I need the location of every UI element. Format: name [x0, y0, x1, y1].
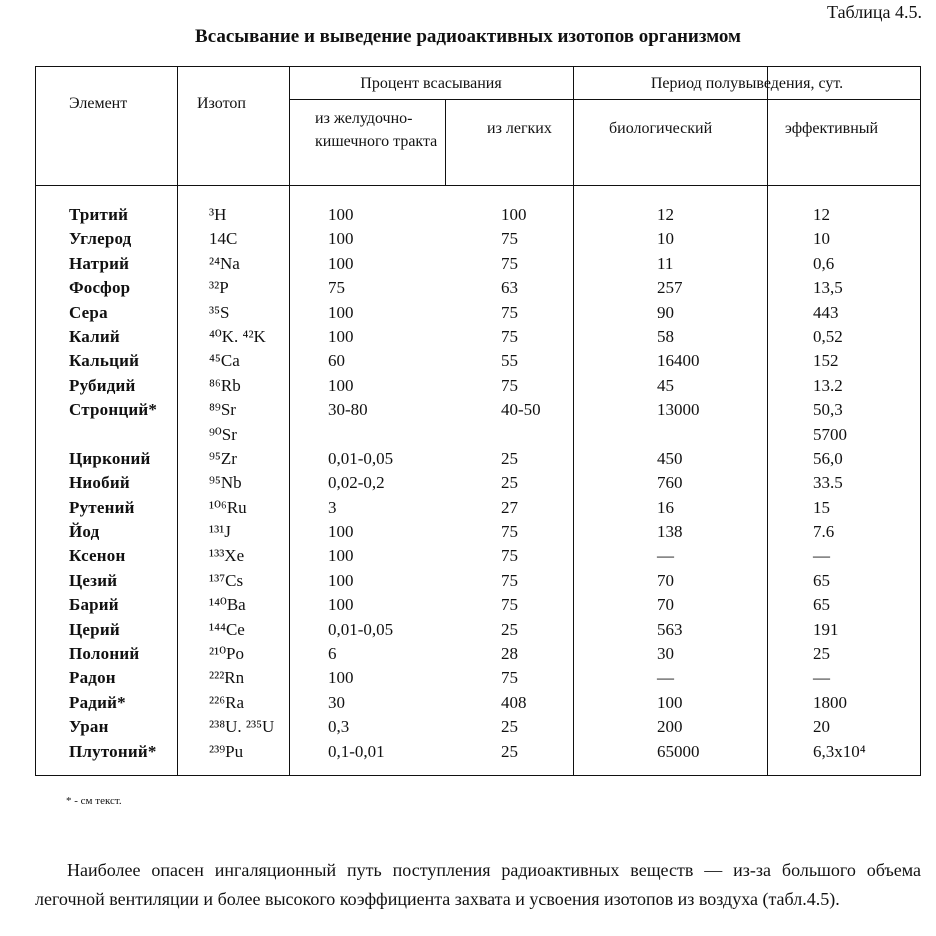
cell-halflife-eff: 191: [813, 619, 839, 639]
cell-element: Кальций: [69, 351, 140, 371]
cell-halflife-eff: 6,3x10⁴: [813, 741, 866, 761]
cell-absorption-lungs: 25: [501, 619, 518, 639]
cell-isotope: ⁸⁶Rb: [209, 375, 241, 395]
header-halflife-group: Период полувыведения, сут.: [650, 75, 844, 92]
cell-halflife-bio: 11: [657, 253, 674, 273]
cell-absorption-git: 0,01-0,05: [328, 619, 394, 639]
cell-absorption-lungs: 28: [501, 644, 518, 664]
cell-absorption-lungs: 55: [501, 351, 518, 371]
cell-halflife-bio: —: [657, 668, 674, 688]
cell-element: Уран: [69, 717, 109, 737]
cell-absorption-git: 100: [328, 229, 354, 249]
header-bottom-line: [35, 185, 921, 186]
cell-halflife-eff: 25: [813, 644, 830, 664]
cell-isotope: ²¹⁰Po: [209, 644, 244, 664]
table-row: [35, 276, 921, 300]
cell-absorption-git: 100: [328, 546, 354, 566]
cell-halflife-eff: 7.6: [813, 522, 835, 542]
cell-absorption-lungs: 75: [501, 326, 518, 346]
cell-halflife-bio: 138: [657, 522, 683, 542]
cell-halflife-eff: 50,3: [813, 400, 843, 420]
header-isotope: Изотоп: [197, 95, 246, 112]
cell-element: Барий: [69, 595, 119, 615]
cell-halflife-bio: 30: [657, 644, 674, 664]
cell-absorption-lungs: 40-50: [501, 400, 541, 420]
cell-element: Йод: [69, 522, 100, 542]
cell-isotope: ¹³³Xe: [209, 546, 245, 566]
cell-absorption-lungs: 25: [501, 717, 518, 737]
table-row: [35, 569, 921, 593]
cell-absorption-git: 100: [328, 522, 354, 542]
cell-isotope: ¹³¹J: [209, 522, 231, 542]
cell-halflife-eff: 1800: [813, 692, 847, 712]
table-row: [35, 496, 921, 520]
cell-halflife-eff: 0,52: [813, 326, 843, 346]
cell-element: Радон: [69, 668, 116, 688]
cell-element: Фосфор: [69, 278, 131, 298]
cell-halflife-eff: 56,0: [813, 448, 843, 468]
cell-absorption-git: 100: [328, 302, 354, 322]
cell-halflife-bio: 450: [657, 448, 683, 468]
cell-isotope: ²⁴Na: [209, 253, 240, 273]
cell-halflife-eff: —: [813, 668, 830, 688]
cell-isotope: ⁸⁹Sr: [209, 400, 236, 420]
table-row: [35, 423, 921, 447]
cell-absorption-lungs: 75: [501, 253, 518, 273]
cell-isotope: ¹³⁷Cs: [209, 570, 244, 590]
cell-element: Полоний: [69, 644, 140, 664]
cell-halflife-eff: 15: [813, 497, 830, 517]
cell-isotope: ¹⁰⁶Ru: [209, 497, 247, 517]
table-row: [35, 471, 921, 495]
cell-element: Рутений: [69, 497, 135, 517]
column-divider: [445, 99, 446, 186]
cell-absorption-lungs: 75: [501, 668, 518, 688]
table-row: [35, 227, 921, 251]
table-row: [35, 666, 921, 690]
header-absorption-group: Процент всасывания: [360, 75, 502, 92]
cell-absorption-lungs: 100: [501, 205, 527, 224]
table-row: [35, 544, 921, 568]
table-row: [35, 252, 921, 276]
cell-absorption-lungs: 75: [501, 546, 518, 566]
cell-halflife-eff: 65: [813, 595, 830, 615]
cell-halflife-bio: 13000: [657, 400, 700, 420]
cell-absorption-git: 100: [328, 668, 354, 688]
cell-isotope: ¹⁴⁴Ce: [209, 619, 245, 639]
cell-absorption-git: 3: [328, 497, 337, 517]
cell-isotope: ⁹⁵Zr: [209, 448, 237, 468]
cell-isotope: ²²⁶Ra: [209, 692, 245, 712]
cell-isotope: ³H: [209, 205, 227, 224]
cell-absorption-lungs: 25: [501, 741, 518, 761]
cell-halflife-eff: 5700: [813, 424, 847, 444]
table-row: [35, 715, 921, 739]
cell-halflife-bio: 257: [657, 278, 683, 298]
table-border-bottom: [35, 775, 921, 776]
cell-halflife-bio: 70: [657, 595, 674, 615]
header-absorption-lungs: из легких: [487, 120, 552, 137]
cell-halflife-bio: —: [657, 546, 674, 566]
cell-halflife-eff: 13.2: [813, 375, 843, 395]
cell-absorption-lungs: 75: [501, 229, 518, 249]
cell-halflife-eff: 443: [813, 302, 839, 322]
cell-absorption-git: 100: [328, 253, 354, 273]
cell-absorption-git: 0,01-0,05: [328, 448, 394, 468]
cell-isotope: ³²P: [209, 278, 229, 298]
cell-absorption-lungs: 75: [501, 570, 518, 590]
cell-halflife-bio: 70: [657, 570, 674, 590]
cell-element: Рубидий: [69, 375, 136, 395]
table-border-top: [35, 66, 921, 67]
cell-absorption-git: 0,3: [328, 717, 350, 737]
cell-halflife-bio: 90: [657, 302, 674, 322]
cell-halflife-bio: 16: [657, 497, 674, 517]
cell-element: Углерод: [69, 229, 132, 249]
table-row: [35, 398, 921, 422]
cell-isotope: ²³⁸U. ²³⁵U: [209, 717, 275, 737]
cell-element: Радий*: [69, 692, 126, 712]
cell-element: Цезий: [69, 570, 118, 590]
cell-absorption-git: 100: [328, 375, 354, 395]
cell-isotope: ²²²Rn: [209, 668, 245, 688]
table-row: [35, 374, 921, 398]
body-paragraph: Наиболее опасен ингаляционный путь поступления радиоактивных веществ — из-за большого объема легочной вентиляции и более высокого коэффициента захвата и усвоения изотопов из воздуха (табл.4.5).: [35, 860, 921, 909]
cell-halflife-bio: 200: [657, 717, 683, 737]
cell-halflife-bio: 16400: [657, 351, 700, 371]
table-row: [35, 691, 921, 715]
table-row: [35, 740, 921, 764]
cell-absorption-lungs: 75: [501, 302, 518, 322]
cell-isotope: ¹⁴⁰Ba: [209, 595, 246, 615]
table-title: Всасывание и выведение радиоактивных изотопов организмом: [195, 26, 741, 47]
cell-halflife-bio: 12: [657, 205, 674, 224]
cell-absorption-git: 75: [328, 278, 345, 298]
cell-halflife-eff: 33.5: [813, 473, 843, 493]
cell-halflife-bio: 100: [657, 692, 683, 712]
cell-element: Натрий: [69, 253, 130, 273]
cell-element: Стронций*: [69, 400, 158, 420]
cell-absorption-lungs: 27: [501, 497, 518, 517]
cell-isotope: ⁴⁵Ca: [209, 351, 240, 371]
cell-absorption-lungs: 63: [501, 278, 518, 298]
cell-isotope: ²³⁹Pu: [209, 741, 244, 761]
cell-halflife-bio: 58: [657, 326, 674, 346]
cell-halflife-bio: 760: [657, 473, 683, 493]
cell-absorption-git: 6: [328, 644, 337, 664]
cell-element: Сера: [69, 302, 108, 322]
cell-absorption-lungs: 25: [501, 448, 518, 468]
cell-halflife-eff: 152: [813, 351, 839, 371]
cell-halflife-eff: 65: [813, 570, 830, 590]
cell-element: Ниобий: [69, 473, 130, 493]
cell-absorption-git: 30-80: [328, 400, 368, 420]
cell-halflife-eff: 12: [813, 205, 830, 224]
cell-halflife-eff: 0,6: [813, 253, 835, 273]
cell-element: Цирконий: [69, 448, 151, 468]
cell-absorption-git: 30: [328, 692, 345, 712]
cell-absorption-lungs: 408: [501, 692, 527, 712]
cell-absorption-lungs: 75: [501, 595, 518, 615]
table-row: [35, 349, 921, 373]
cell-absorption-git: 100: [328, 205, 354, 224]
cell-halflife-eff: 20: [813, 717, 830, 737]
cell-halflife-bio: 563: [657, 619, 683, 639]
cell-isotope: 14C: [209, 229, 238, 249]
table-row: [35, 447, 921, 471]
cell-halflife-bio: 65000: [657, 741, 700, 761]
table-row: [35, 520, 921, 544]
cell-halflife-eff: —: [813, 546, 830, 566]
cell-absorption-git: 0,02-0,2: [328, 473, 385, 493]
cell-absorption-git: 100: [328, 326, 354, 346]
cell-element: Калий: [69, 326, 120, 346]
table-row: [35, 642, 921, 666]
table-row: [35, 203, 921, 227]
cell-absorption-lungs: 25: [501, 473, 518, 493]
cell-absorption-git: 100: [328, 570, 354, 590]
cell-isotope: ³⁵S: [209, 302, 230, 322]
cell-absorption-git: 0,1-0,01: [328, 741, 385, 761]
table-row: [35, 301, 921, 325]
cell-halflife-bio: 10: [657, 229, 674, 249]
cell-halflife-bio: 45: [657, 375, 674, 395]
header-halflife-bio: биологический: [609, 120, 713, 137]
cell-element: Церий: [69, 619, 120, 639]
table-label: Таблица 4.5.: [827, 2, 922, 22]
cell-absorption-lungs: 75: [501, 522, 518, 542]
cell-halflife-eff: 10: [813, 229, 830, 249]
cell-element: Тритий: [69, 205, 129, 224]
cell-isotope: ⁹⁵Nb: [209, 473, 242, 493]
table-row: [35, 618, 921, 642]
cell-absorption-lungs: 75: [501, 375, 518, 395]
header-element: Элемент: [69, 95, 128, 112]
group-header-divider: [289, 99, 921, 100]
table-body: [35, 203, 921, 764]
cell-element: Ксенон: [69, 546, 126, 566]
header-absorption-git: из желудочно-кишечного тракта: [315, 110, 438, 150]
header-halflife-eff: эффективный: [785, 120, 879, 137]
cell-isotope: ⁹⁰Sr: [209, 424, 237, 444]
cell-absorption-git: 100: [328, 595, 354, 615]
cell-element: Плутоний*: [69, 741, 157, 761]
cell-halflife-eff: 13,5: [813, 278, 843, 298]
cell-isotope: ⁴⁰K. ⁴²K: [209, 326, 266, 346]
table-row: [35, 593, 921, 617]
table-row: [35, 325, 921, 349]
cell-absorption-git: 60: [328, 351, 345, 371]
footnote: * - см текст.: [66, 795, 122, 807]
